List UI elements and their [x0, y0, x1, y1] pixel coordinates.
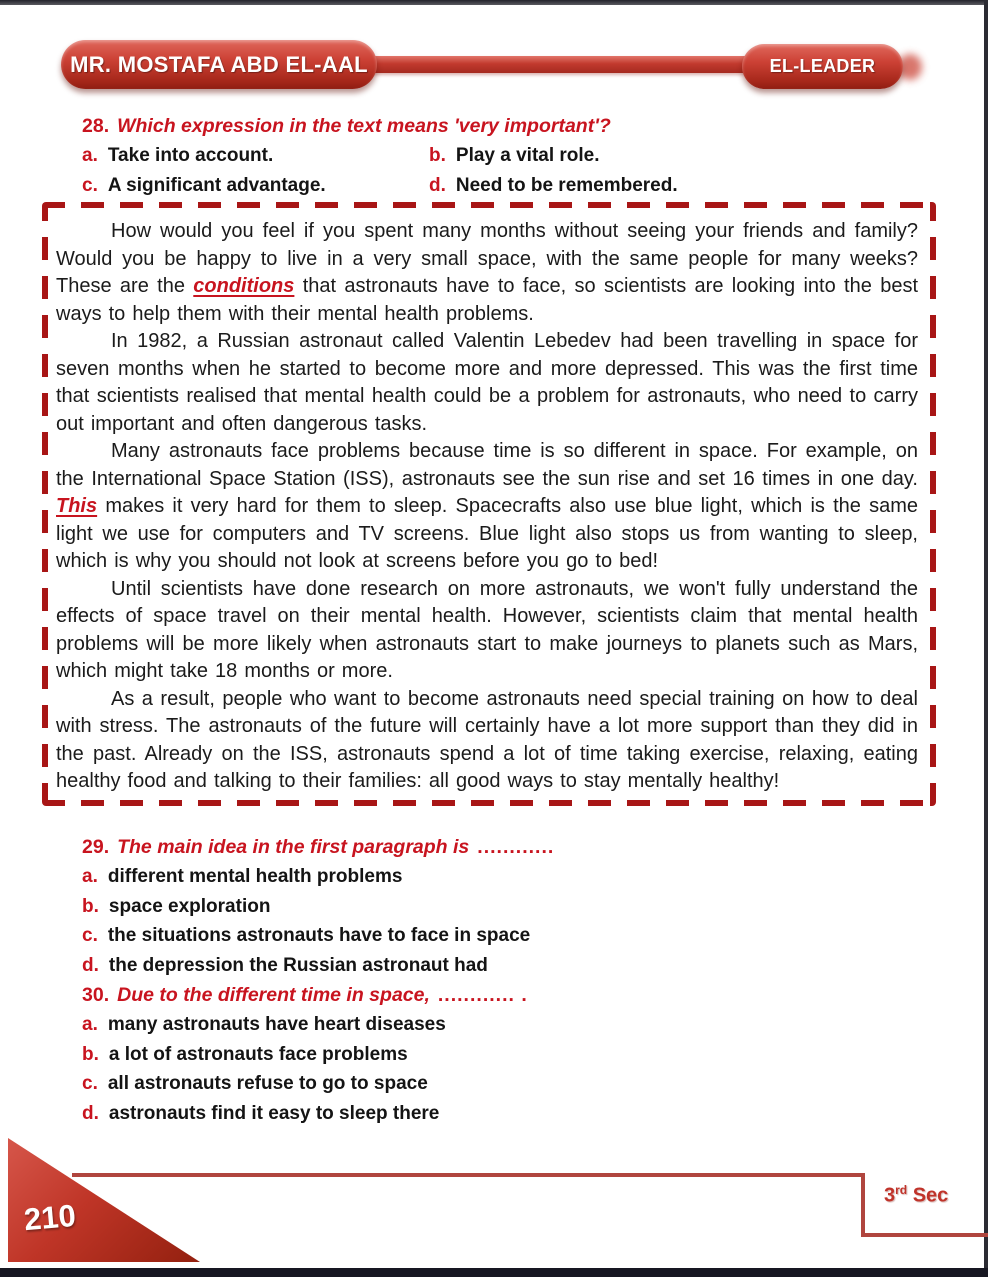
paragraph-text: Until scientists have done research on more astronauts, we won't fully understand the effects of space travel on their mental health. However, scientists claim that mental health problems will be more likely when astronauts start to make journeys to planets such as Mars, which might take 18 months or more. [56, 577, 918, 682]
section-number: 3 [884, 1184, 896, 1207]
question-28 [82, 111, 927, 200]
option-a [82, 862, 927, 892]
question-28-stem-line [82, 111, 927, 141]
option-a [82, 141, 429, 171]
question-29 [82, 832, 927, 980]
footer-line-vertical [861, 1173, 865, 1237]
option-d [82, 951, 927, 981]
reading-passage-box [42, 202, 936, 806]
paragraph-text: that astronauts have to face, so scientists are looking into the best ways to help them with their mental health problems. [56, 275, 918, 325]
footer-line-horizontal-left [72, 1173, 865, 1177]
footer-line-horizontal-right [861, 1233, 988, 1237]
teacher-name-badge [61, 40, 377, 89]
option-text: space exploration [108, 895, 271, 917]
question-29-stem-line [82, 832, 927, 862]
question-30-stem-line [82, 980, 927, 1010]
option-letter: c. [82, 174, 98, 196]
option-letter: d. [429, 174, 446, 196]
option-text: astronauts find it easy to sleep there [108, 1102, 440, 1124]
option-a [82, 1010, 927, 1040]
option-letter: a. [82, 1014, 98, 1035]
question-stem: The main idea in the first paragraph is [117, 836, 470, 858]
page-edge-top [0, 0, 988, 5]
question-number: 29. [82, 836, 110, 858]
option-b [82, 892, 927, 922]
passage-paragraph-1 [56, 218, 918, 328]
option-letter: a. [82, 145, 98, 166]
question-number: 30. [82, 984, 110, 1006]
passage-paragraph-5 [56, 686, 918, 796]
option-letter: d. [82, 1102, 99, 1124]
option-letter: c. [82, 925, 98, 946]
option-text: Play a vital role. [455, 145, 600, 166]
option-b [429, 141, 927, 171]
answer-blank-dots: ............ . [437, 984, 528, 1006]
option-letter: d. [82, 954, 99, 976]
section-ordinal: rd [895, 1183, 908, 1197]
option-letter: c. [82, 1073, 98, 1094]
brand-label: EL-LEADER [769, 56, 876, 76]
option-text: all astronauts refuse to go to space [107, 1073, 428, 1094]
question-30 [82, 980, 927, 1128]
brand-badge [742, 44, 903, 89]
section-label [884, 1183, 948, 1208]
page-number: 210 [22, 1197, 78, 1238]
question-stem: Which expression in the text means 'very important'? [117, 115, 611, 137]
option-d [429, 171, 927, 201]
option-d [82, 1099, 927, 1129]
option-c [82, 171, 429, 201]
question-number: 28. [82, 115, 110, 137]
passage-paragraph-3 [56, 438, 918, 576]
page-edge-bottom [0, 1268, 988, 1277]
passage-paragraph-4 [56, 576, 918, 686]
paragraph-text: As a result, people who want to become astronauts need special training on how to deal with stress. The astronauts of the future will certainly have a lot more support than they did in the past. Already on the ISS, astronauts spend a lot of time taking exercise, relaxing, eating healthy food and talking to their families: all good ways to stay mentally healthy! [56, 687, 918, 792]
option-text: Need to be remembered. [455, 174, 678, 196]
highlighted-word-this: This [56, 495, 98, 517]
option-letter: b. [82, 1043, 99, 1065]
option-b [82, 1040, 927, 1070]
option-text: the situations astronauts have to face in space [107, 925, 531, 946]
option-letter: b. [82, 895, 99, 917]
option-text: Take into account. [107, 145, 274, 166]
option-letter: a. [82, 866, 98, 887]
option-c [82, 1069, 927, 1099]
paragraph-text: In 1982, a Russian astronaut called Valentin Lebedev had been travelling in space for seven months when he started to become more and more depressed. This was the first time that scientists realised that mental health could be a problem for astronauts, who need to carry out important and often dangerous tasks. [56, 330, 918, 435]
passage-paragraph-2 [56, 328, 918, 438]
option-text: A significant advantage. [107, 174, 326, 196]
page-edge-right [984, 0, 988, 1277]
option-text: many astronauts have heart diseases [107, 1014, 446, 1035]
option-text: a lot of astronauts face problems [108, 1043, 408, 1065]
answer-blank-dots: ............ [477, 836, 555, 858]
option-text: different mental health problems [107, 866, 403, 887]
option-c [82, 921, 927, 951]
highlighted-word-conditions: conditions [193, 275, 295, 297]
option-letter: b. [429, 145, 446, 166]
section-word: Sec [912, 1184, 949, 1207]
question-28-options [82, 141, 927, 200]
paragraph-text: makes it very hard for them to sleep. Spacecrafts also use blue light, which is the same light we use for computers and TV screens. Blue light also stops us from wanting to sleep, which is why you should not look at screens before you go to bed! [56, 495, 918, 572]
teacher-name-label: MR. MOSTAFA ABD EL-AAL [70, 51, 368, 77]
option-text: the depression the Russian astronaut had [108, 954, 488, 976]
paragraph-text: Many astronauts face problems because time is so different in space. For example, on the International Space Station (ISS), astronauts see the sun rise and set 16 times in one day. [56, 440, 918, 490]
paragraph-text: How would you feel if you spent many months without seeing your friends and family? Would you be happy to live in a very small space, with the same people for many weeks? These are the [56, 220, 918, 297]
question-stem: Due to the different time in space, [117, 984, 430, 1006]
